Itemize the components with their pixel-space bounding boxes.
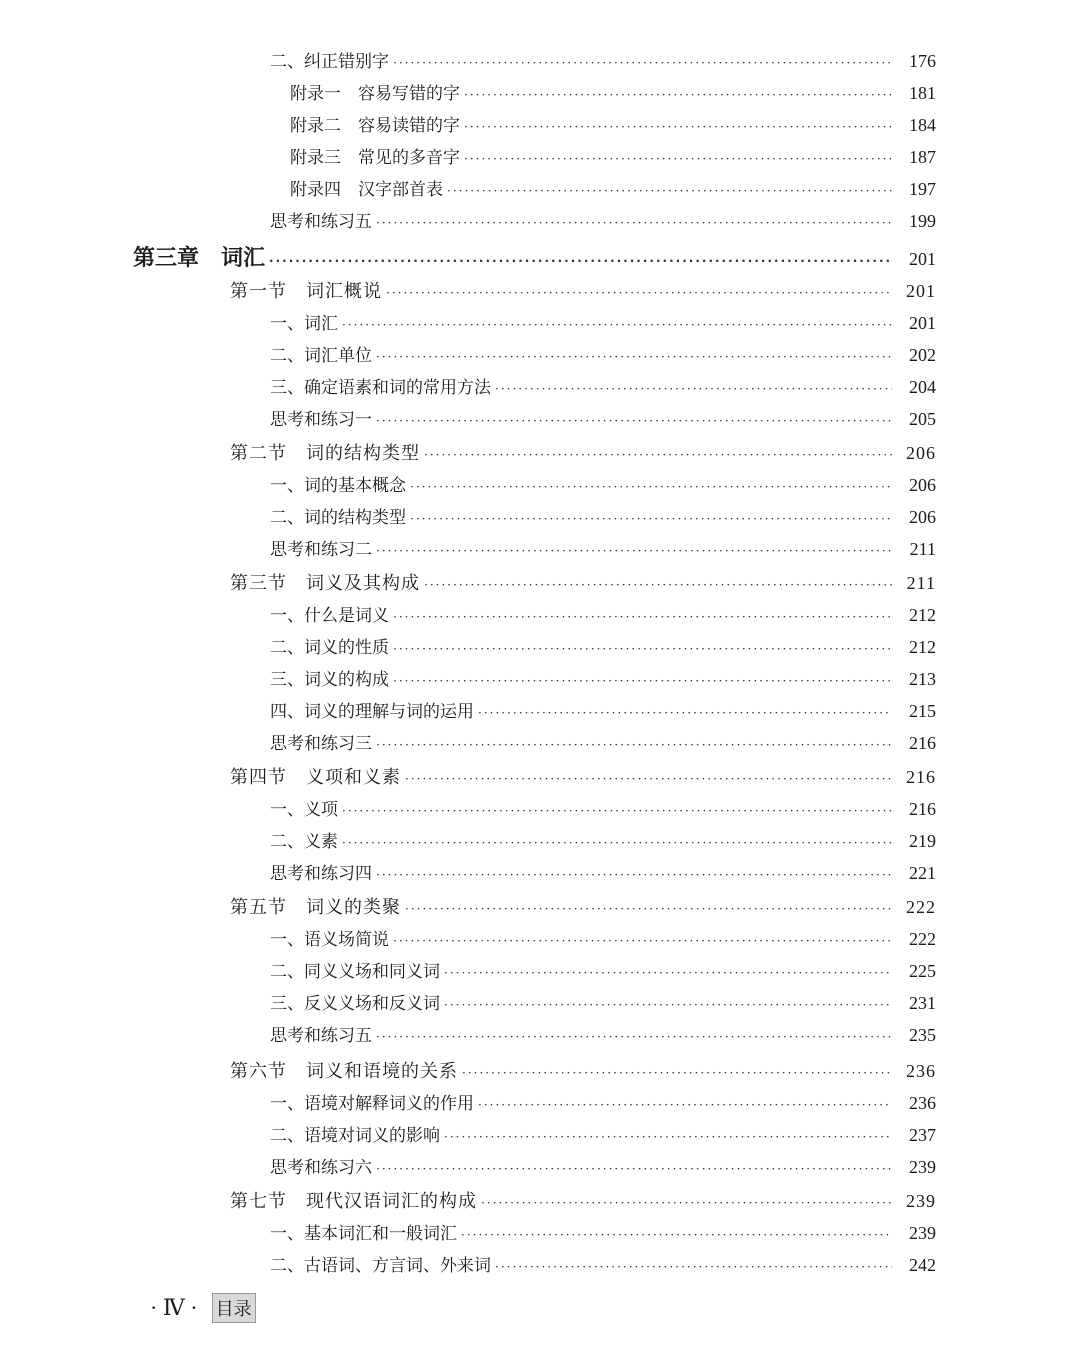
toc-entry[interactable] (270, 309, 936, 334)
toc-entry[interactable] (230, 893, 936, 919)
dot-leader (464, 120, 892, 134)
dot-leader (376, 868, 892, 882)
toc-entry-title: 一、语境对解释词义的作用 (270, 1094, 474, 1114)
toc-entry-title: 一、语义场简说 (270, 930, 389, 950)
toc-entry[interactable] (230, 763, 936, 789)
toc-entry-title: 思考和练习二 (270, 540, 372, 560)
toc-entry-title: 第五节 词义的类聚 (230, 897, 401, 918)
toc-entry[interactable] (133, 241, 936, 272)
dot-leader (464, 88, 892, 102)
toc-entry-page: 213 (909, 669, 936, 689)
toc-entry-title: 思考和练习五 (270, 212, 372, 232)
toc-entry-page: 239 (906, 1191, 936, 1211)
toc-entry[interactable] (230, 1057, 936, 1083)
toc-entry[interactable] (290, 143, 936, 168)
toc-entry-title: 思考和练习一 (270, 410, 372, 430)
toc-entry[interactable] (230, 439, 936, 465)
toc-entry-page: 205 (909, 409, 936, 429)
dot-leader (495, 1260, 892, 1274)
toc-entry-title: 二、古语词、方言词、外来词 (270, 1256, 491, 1276)
toc-entry-page: 206 (909, 475, 936, 495)
toc-entry-page: 236 (906, 1061, 936, 1081)
toc-entry[interactable] (270, 697, 936, 722)
toc-entry-page: 211 (909, 539, 936, 559)
toc-entry-page: 216 (909, 799, 936, 819)
toc-entry-page: 239 (909, 1223, 936, 1243)
toc-entry-title: 二、义素 (270, 832, 338, 852)
toc-entry-title: 思考和练习六 (270, 1158, 372, 1178)
toc-entry-page: 222 (906, 897, 936, 917)
toc-entry-title: 附录三 常见的多音字 (290, 148, 460, 168)
toc-entry-page: 239 (909, 1157, 936, 1177)
page-number: · Ⅳ · (150, 1295, 198, 1320)
toc-entry-title: 附录一 容易写错的字 (290, 84, 460, 104)
toc-entry[interactable] (270, 729, 936, 754)
toc-entry[interactable] (270, 373, 936, 398)
toc-entry-title: 思考和练习四 (270, 864, 372, 884)
toc-entry-page: 201 (909, 249, 936, 269)
toc-entry[interactable] (270, 1121, 936, 1146)
toc-entry[interactable] (270, 925, 936, 950)
dot-leader (444, 1130, 892, 1144)
dot-leader (495, 382, 892, 396)
toc-entry[interactable] (270, 1153, 936, 1178)
toc-entry-title: 第一节 词汇概说 (230, 281, 382, 302)
dot-leader (376, 1162, 892, 1176)
toc-entry-title: 思考和练习三 (270, 734, 372, 754)
running-title: 目录 (212, 1293, 256, 1323)
dot-leader (405, 772, 892, 786)
dot-leader (376, 1030, 892, 1044)
toc-entry[interactable] (230, 277, 936, 303)
toc-entry-title: 一、什么是词义 (270, 606, 389, 626)
toc-entry-title: 第三节 词义及其构成 (230, 573, 420, 594)
toc-entry-page: 184 (909, 115, 936, 135)
toc-entry[interactable] (230, 1187, 936, 1213)
toc-entry-page: 187 (909, 147, 936, 167)
toc-entry-title: 二、词义的性质 (270, 638, 389, 658)
toc-entry[interactable] (290, 79, 936, 104)
toc-entry-title: 一、词汇 (270, 314, 338, 334)
page-footer (150, 1293, 256, 1323)
dot-leader (269, 254, 892, 268)
toc-entry-page: 201 (906, 281, 936, 301)
toc-entry-title: 第三章 词汇 (133, 246, 266, 271)
toc-entry-page: 221 (909, 863, 936, 883)
toc-entry[interactable] (270, 1089, 936, 1114)
toc-entry[interactable] (270, 503, 936, 528)
dot-leader (376, 216, 892, 230)
toc-entry-title: 第六节 词义和语境的关系 (230, 1061, 458, 1082)
toc-entry-page: 204 (909, 377, 936, 397)
toc-entry[interactable] (270, 471, 936, 496)
toc-entry[interactable] (230, 569, 936, 595)
toc-entry[interactable] (270, 1251, 936, 1276)
toc-entry-title: 三、词义的构成 (270, 670, 389, 690)
dot-leader (410, 512, 892, 526)
toc-entry-title: 一、义项 (270, 800, 338, 820)
toc-entry-page: 231 (909, 993, 936, 1013)
dot-leader (376, 544, 892, 558)
toc-entry-page: 202 (909, 345, 936, 365)
toc-entry-title: 二、纠正错别字 (270, 52, 389, 72)
toc-entry-title: 二、同义义场和同义词 (270, 962, 440, 982)
toc-entry-title: 二、语境对词义的影响 (270, 1126, 440, 1146)
toc-entry-page: 242 (909, 1255, 936, 1275)
toc-entry-title: 一、词的基本概念 (270, 476, 406, 496)
dot-leader (393, 610, 892, 624)
dot-leader (478, 1098, 892, 1112)
toc-entry[interactable] (270, 405, 936, 430)
toc-entry[interactable] (270, 665, 936, 690)
toc-entry-title: 一、基本词汇和一般词汇 (270, 1224, 457, 1244)
toc-entry[interactable] (270, 989, 936, 1014)
dot-leader (478, 706, 892, 720)
toc-entry-page: 199 (909, 211, 936, 231)
dot-leader (461, 1228, 892, 1242)
toc-entry[interactable] (270, 859, 936, 884)
toc-entry[interactable] (270, 795, 936, 820)
dot-leader (393, 674, 892, 688)
toc-entry-page: 181 (909, 83, 936, 103)
toc-entry-title: 附录四 汉字部首表 (290, 180, 443, 200)
toc-entry-page: 176 (909, 51, 936, 71)
toc-entry-title: 第四节 义项和义素 (230, 767, 401, 788)
toc-entry-title: 三、反义义场和反义词 (270, 994, 440, 1014)
toc-entry[interactable] (270, 47, 936, 72)
toc-entry-page: 197 (909, 179, 936, 199)
toc-entry-page: 225 (909, 961, 936, 981)
toc-entry[interactable] (270, 1219, 936, 1244)
dot-leader (342, 836, 892, 850)
toc-entry[interactable] (270, 957, 936, 982)
dot-leader (464, 152, 892, 166)
toc-entry[interactable] (270, 1021, 936, 1046)
toc-entry-page: 236 (909, 1093, 936, 1113)
dot-leader (444, 966, 892, 980)
dot-leader (410, 480, 892, 494)
toc-entry-title: 二、词的结构类型 (270, 508, 406, 528)
toc-entry-page: 211 (906, 573, 936, 593)
toc-entry-page: 206 (906, 443, 936, 463)
toc-entry[interactable] (270, 633, 936, 658)
toc-entry[interactable] (290, 175, 936, 200)
toc-entry-title: 附录二 容易读错的字 (290, 116, 460, 136)
dot-leader (447, 184, 892, 198)
toc-entry-page: 201 (909, 313, 936, 333)
toc-entry-page: 237 (909, 1125, 936, 1145)
dot-leader (424, 448, 892, 462)
dot-leader (462, 1066, 892, 1080)
toc-entry-page: 206 (909, 507, 936, 527)
dot-leader (342, 318, 892, 332)
toc-entry-page: 216 (906, 767, 936, 787)
dot-leader (376, 414, 892, 428)
dot-leader (376, 350, 892, 364)
toc-entry[interactable] (270, 827, 936, 852)
toc-entry-page: 215 (909, 701, 936, 721)
toc-entry-title: 三、确定语素和词的常用方法 (270, 378, 491, 398)
toc-entry-page: 219 (909, 831, 936, 851)
dot-leader (444, 998, 892, 1012)
dot-leader (393, 642, 892, 656)
dot-leader (405, 902, 892, 916)
dot-leader (386, 286, 892, 300)
toc-entry-page: 212 (909, 605, 936, 625)
toc-entry-title: 四、词义的理解与词的运用 (270, 702, 474, 722)
toc-entry-title: 第七节 现代汉语词汇的构成 (230, 1191, 477, 1212)
toc-entry-title: 第二节 词的结构类型 (230, 443, 420, 464)
toc-entry-title: 二、词汇单位 (270, 346, 372, 366)
toc-entry-page: 222 (909, 929, 936, 949)
dot-leader (393, 56, 892, 70)
toc-entry-page: 212 (909, 637, 936, 657)
dot-leader (481, 1196, 892, 1210)
toc-entry-title: 思考和练习五 (270, 1026, 372, 1046)
toc-entry[interactable] (270, 601, 936, 626)
dot-leader (424, 578, 892, 592)
dot-leader (393, 934, 892, 948)
toc-entry[interactable] (270, 341, 936, 366)
dot-leader (376, 738, 892, 752)
toc-entry-page: 216 (909, 733, 936, 753)
toc-entry[interactable] (270, 207, 936, 232)
toc-entry[interactable] (270, 535, 936, 560)
toc-entry[interactable] (290, 111, 936, 136)
toc-entry-page: 235 (909, 1025, 936, 1045)
dot-leader (342, 804, 892, 818)
